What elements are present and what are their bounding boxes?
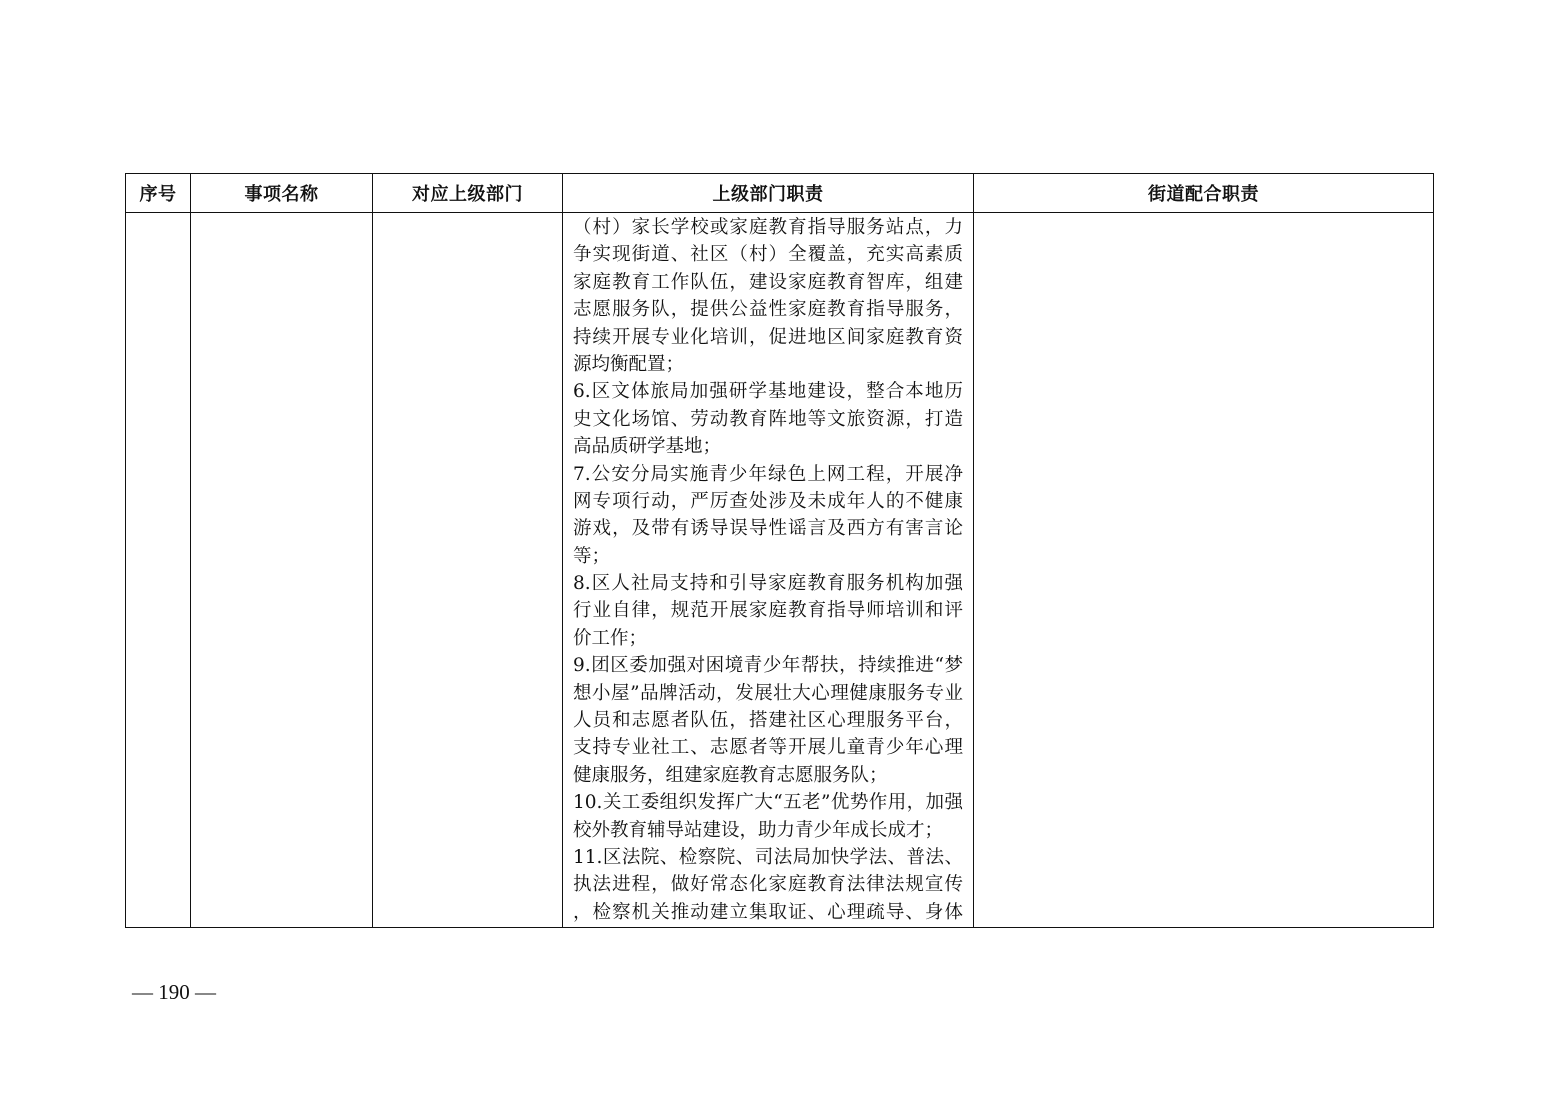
duty-line: ，检察机关推动建立集取证、心理疏导、身体	[573, 901, 963, 923]
duty-line: 志愿服务队，提供公益性家庭教育指导服务，	[573, 299, 963, 321]
item-name-cell	[191, 213, 373, 928]
duty-line: 6.区文体旅局加强研学基地建设，整合本地历	[573, 381, 963, 403]
duty-line: 等；	[573, 545, 611, 567]
page-number: — 190 —	[132, 980, 216, 1004]
duty-line: 9.团区委加强对困境青少年帮扶，持续推进“梦	[573, 655, 963, 677]
header-seq: 序号	[126, 174, 191, 213]
duty-line: 执法进程，做好常态化家庭教育法律法规宣传	[573, 874, 963, 896]
header-item-name: 事项名称	[191, 174, 373, 213]
superior-department-cell	[373, 213, 563, 928]
seq-cell	[126, 213, 191, 928]
duty-line: 7.公安分局实施青少年绿色上网工程，开展净	[573, 463, 963, 485]
duty-line: 人员和志愿者队伍，搭建社区心理服务平台，	[573, 710, 963, 732]
duty-line: 网专项行动，严厉查处涉及未成年人的不健康	[573, 490, 963, 512]
duty-line: 游戏，及带有诱导误导性谣言及西方有害言论	[573, 518, 963, 540]
duty-line: （村）家长学校或家庭教育指导服务站点，力	[573, 217, 963, 238]
duty-line: 价工作；	[573, 627, 648, 649]
duty-line: 持续开展专业化培训，促进地区间家庭教育资	[573, 326, 963, 348]
street-duties-cell	[974, 213, 1434, 928]
duty-line: 家庭教育工作队伍，建设家庭教育智库，组建	[573, 271, 963, 293]
duty-line: 史文化场馆、劳动教育阵地等文旅资源，打造	[573, 408, 963, 430]
header-superior-department: 对应上级部门	[373, 174, 563, 213]
superior-duties-text	[563, 213, 973, 926]
header-street-duties: 街道配合职责	[974, 174, 1434, 213]
duty-line: 高品质研学基地；	[573, 436, 722, 458]
duty-line: 争实现街道、社区（村）全覆盖，充实高素质	[573, 244, 963, 266]
duty-line: 支持专业社工、志愿者等开展儿童青少年心理	[573, 737, 963, 759]
duty-line: 健康服务，组建家庭教育志愿服务队；	[573, 764, 888, 786]
header-superior-duties: 上级部门职责	[563, 174, 974, 213]
superior-duties-cell	[563, 213, 974, 928]
duty-line: 行业自律，规范开展家庭教育指导师培训和评	[573, 600, 963, 622]
duty-line: 11.区法院、检察院、司法局加快学法、普法、	[573, 846, 963, 868]
duty-line: 10.关工委组织发挥广大“五老”优势作用，加强	[573, 792, 963, 814]
duty-line: 想小屋”品牌活动，发展壮大心理健康服务专业	[573, 682, 963, 704]
duty-line: 8.区人社局支持和引导家庭教育服务机构加强	[573, 573, 963, 595]
duty-line: 源均衡配置；	[573, 353, 685, 375]
duty-line: 校外教育辅导站建设，助力青少年成长成才；	[573, 819, 944, 841]
duties-table	[125, 173, 1434, 928]
